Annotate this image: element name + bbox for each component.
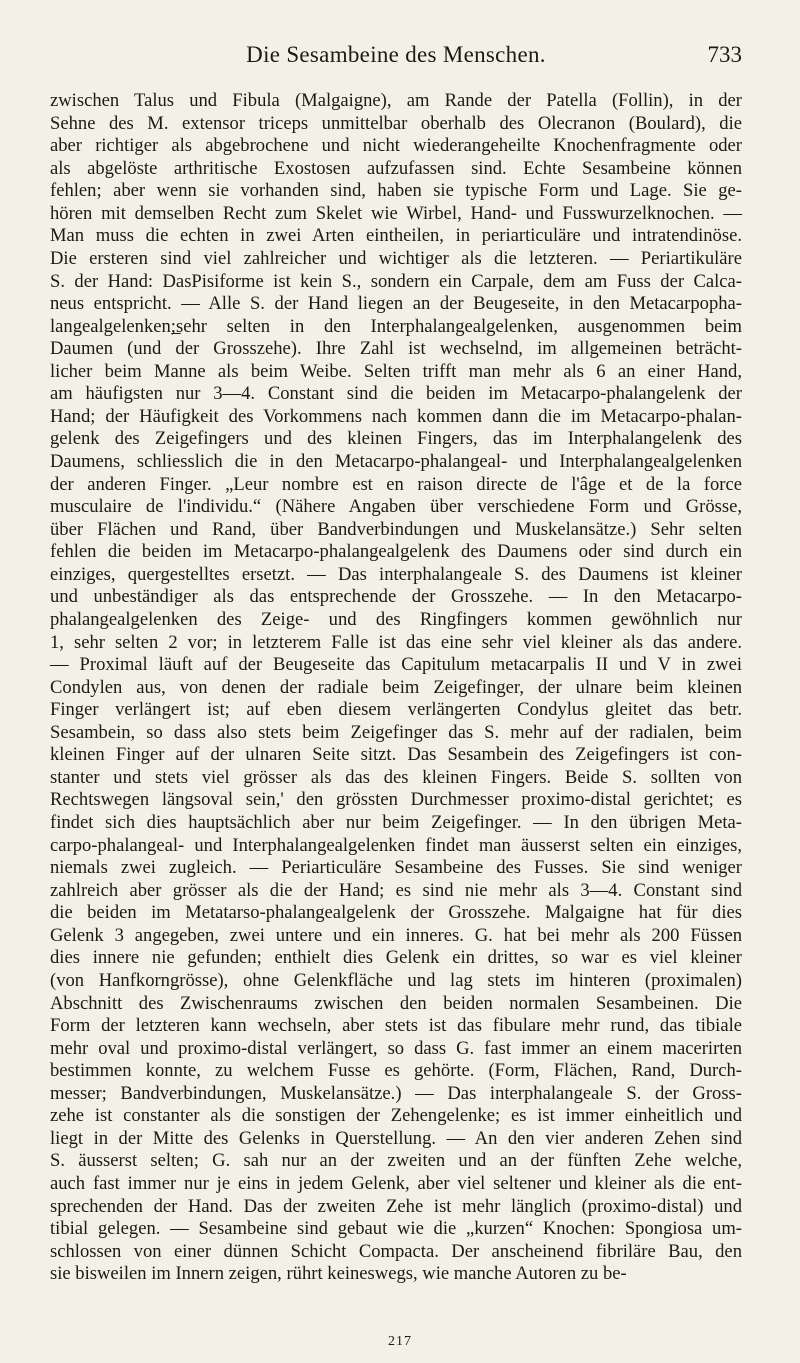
text-line: findet sich dies hauptsächlich aber nur beim Zeigefinger. — In den übrigen Meta-	[50, 812, 742, 833]
text-line: licher beim Manne als beim Weibe. Selten trifft man mehr als 6 an einer Hand,	[50, 360, 742, 382]
text-line: hören mit demselben Recht zum Skelet wie Wirbel, Hand- und Fusswurzelknochen. —	[50, 202, 742, 224]
text-line: Die ersteren sind viel zahlreicher und wichtiger als die letzteren. — Periartikuläre	[50, 247, 742, 269]
text-line: Condylen aus, von denen der radiale beim Zeigefinger, der ulnare beim kleinen	[50, 676, 742, 698]
text-line: phalangealgelenken des Zeige- und des Ringfingers kommen gewöhnlich nur	[50, 608, 742, 630]
text-line: der anderen Finger. „Leur nombre est en raison directe de l'âge et de la force	[50, 473, 742, 495]
text-line: aber richtiger als abgebrochene und nicht wiederangeheilte Knochenfragmente oder	[50, 135, 742, 157]
text-line: Gelenk 3 angegeben, zwei untere und ein inneres. G. hat bei mehr als 200 Füssen	[50, 924, 742, 946]
text-line: sprechenden der Hand. Das der zweiten Zehe ist mehr länglich (proximo-distal) und	[50, 1195, 742, 1217]
text-line: carpo-phalangeal- und Interphalangealgelenken findet man äusserst selten ein einziges,	[50, 834, 742, 856]
text-line: fehlen die beiden im Metacarpo-phalangealgelenk des Daumens oder sind durch ein	[50, 541, 742, 563]
text-line: Form der letzteren kann wechseln, aber stets ist das fibulare mehr rund, das tibiale	[50, 1015, 742, 1037]
text-line: mehr oval und proximo-distal verlängert, so dass G. fast immer an einem macerirten	[50, 1037, 742, 1059]
text-line: S. der Hand: DasPisiforme ist kein S., sondern ein Carpale, dem am Fuss der Calca-	[50, 270, 742, 292]
text-line: tibial gelegen. — Sesambeine sind gebaut wie die „kurzen“ Knochen: Spongiosa um-	[50, 1218, 742, 1240]
text-line: liegt in der Mitte des Gelenks in Querstellung. — An den vier anderen Zehen sind	[50, 1127, 742, 1149]
text-line: auch fast immer nur je eins in jedem Gelenk, aber viel seltener und kleiner als die ent-	[50, 1173, 742, 1194]
text-line: gelenk des Zeigefingers und des kleinen Fingers, das im Interphalangelenk des	[50, 428, 742, 450]
text-line: und unbeständiger als das entsprechende der Grosszehe. — In den Metacarpo-	[50, 586, 742, 608]
text-line: musculaire de l'individu.“ (Nähere Angaben über verschiedene Form und Grösse,	[50, 496, 742, 518]
text-line: Daumen (und der Grosszehe). Ihre Zahl ist wechselnd, im allgemeinen beträcht-	[50, 338, 742, 360]
text-line: schlossen von einer dünnen Schicht Compacta. Der anscheinend fibriläre Bau, den	[50, 1240, 742, 1262]
text-line: S. äusserst selten; G. sah nur an der zweiten und an der fünften Zehe welche,	[50, 1150, 742, 1172]
text-line: die beiden im Metatarso-phalangealgelenk der Grosszehe. Malgaigne hat für dies	[50, 902, 742, 924]
text-line: zehe ist constanter als die sonstigen der Zehengelenke; es ist immer einheitlich und	[50, 1105, 742, 1127]
text-line: stanter und stets viel grösser als das des kleinen Fingers. Beide S. sollten von	[50, 766, 742, 788]
text-line: zwischen Talus und Fibula (Malgaigne), am Rande der Patella (Follin), in der	[50, 90, 742, 111]
text-line: Man muss die echten in zwei Arten eintheilen, in periarticuläre und intratendinöse.	[50, 225, 742, 247]
text-line: 1, sehr selten 2 vor; in letzterem Falle ist das eine sehr viel kleiner als das andere.	[50, 631, 742, 653]
text-line: langealgelenken;̲sehr selten in den Interphalangealgelenken, ausgenommen beim	[50, 315, 742, 337]
text-line: als abgelöste arthritische Exostosen aufzufassen sind. Echte Sesambeine können	[50, 157, 742, 179]
text-line: einziges, quergestelltes ersetzt. — Das interphalangeale S. des Daumens ist kleiner	[50, 563, 742, 585]
text-line: Daumens, schliesslich die in den Metacarpo-phalangeal- und Interphalangealgelenken	[50, 451, 742, 472]
running-title: Die Sesambeine des Menschen.	[246, 42, 546, 67]
signature-mark: 217	[388, 1334, 412, 1349]
text-line: kleinen Finger auf der ulnaren Seite sitzt. Das Sesambein des Zeigefingers ist con-	[50, 744, 742, 766]
text-line: (von Hanfkorngrösse), ohne Gelenkfläche und lag stets im hinteren (proximalen)	[50, 969, 742, 991]
text-line: Finger verlängert ist; auf eben diesem verlängerten Condylus gleitet das betr.	[50, 699, 742, 721]
text-line: zahlreich aber grösser als die der Hand; es sind nie mehr als 3—4. Constant sind	[50, 879, 742, 901]
page-number: 733	[707, 42, 742, 67]
text-line: über Flächen und Rand, über Bandverbindungen und Muskelansätze.) Sehr selten	[50, 518, 742, 540]
text-line: sie bisweilen im Innern zeigen, rührt keineswegs, wie manche Autoren zu be-	[50, 1263, 627, 1285]
text-line: Rechtswegen längsoval sein,' den grössten Durchmesser proximo-distal gerichtet; es	[50, 789, 742, 811]
text-line: bestimmen konnte, zu welchem Fusse es gehörte. (Form, Flächen, Rand, Durch-	[50, 1060, 742, 1082]
text-line: — Proximal läuft auf der Beugeseite das Capitulum metacarpalis II und V in zwei	[50, 654, 742, 676]
text-line: neus entspricht. — Alle S. der Hand liegen an der Beugeseite, in den Metacarpopha-	[50, 293, 742, 315]
text-line: Sehne des M. extensor triceps unmittelbar oberhalb des Olecranon (Boulard), die	[50, 112, 742, 134]
text-line: Hand; der Häufigkeit des Vorkommens nach kommen dann die im Metacarpo-phalan-	[50, 405, 742, 427]
text-line: am häufigsten nur 3—4. Constant sind die beiden im Metacarpo-phalangelenk der	[50, 383, 742, 405]
text-line: messer; Bandverbindungen, Muskelansätze.) — Das interphalangeale S. der Gross-	[50, 1082, 742, 1104]
page-header	[50, 42, 742, 70]
text-line: Abschnitt des Zwischenraums zwischen den beiden normalen Sesambeinen. Die	[50, 992, 742, 1014]
text-line: Sesambein, so dass also stets beim Zeigefinger das S. mehr auf der radialen, beim	[50, 721, 742, 743]
text-line: fehlen; aber wenn sie vorhanden sind, haben sie typische Form und Lage. Sie ge-	[50, 180, 742, 202]
text-line: dies innere nie gefunden; enthielt dies Gelenk ein drittes, so war es viel kleiner	[50, 947, 742, 969]
text-line: niemals zwei zugleich. — Periarticuläre Sesambeine des Fusses. Sie sind weniger	[50, 857, 742, 879]
body-text	[50, 90, 742, 1286]
